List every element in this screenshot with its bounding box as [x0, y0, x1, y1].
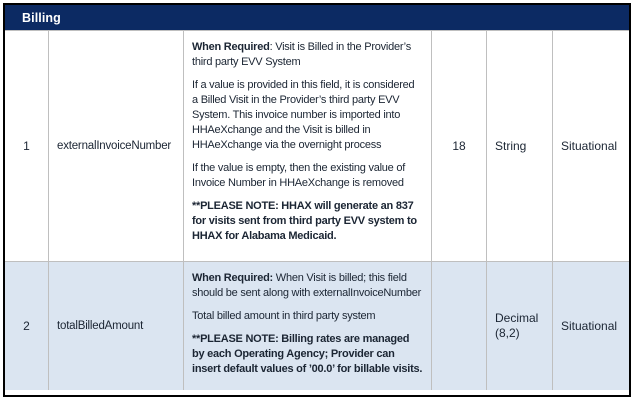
description-paragraph: **PLEASE NOTE: Billing rates are managed by each Operating Agency; Provider can insert default values of ’00.0’ for billable visits.: [192, 333, 423, 375]
field-name-cell-text: externalInvoiceNumber: [57, 140, 172, 152]
description-paragraph: When Required: When Visit is billed; this field should be sent along with externalInvoiceNumber: [192, 272, 422, 299]
type-cell-text: Decimal (8,2): [495, 311, 539, 340]
field-name-cell: [48, 262, 183, 390]
row-number-cell: [5, 262, 48, 390]
field-name-cell: [48, 31, 183, 261]
description-paragraph: If the value is empty, then the existing value of Invoice Number in HHAeXchange is removed: [192, 162, 406, 189]
description-paragraph: If a value is provided in this field, it is considered a Billed Visit in the Provider’s third party EVV System. This invoice number is imported into HHAeXchange and the Visit is billed in HHAeXchange via the overnight process: [192, 79, 415, 151]
requirement-cell-text: Situational: [561, 138, 618, 153]
type-cell: [486, 262, 552, 390]
type-cell-text: String: [495, 138, 527, 153]
requirement-cell: [552, 262, 629, 390]
requirement-cell-text: Situational: [561, 318, 618, 333]
bold-lead-in: When Required: [192, 41, 270, 53]
description-paragraph: Total billed amount in third party system: [192, 310, 376, 322]
table-row: [5, 261, 629, 390]
row-number-cell-text: 1: [23, 139, 30, 153]
billing-spec-table: [3, 3, 631, 397]
table-body: [5, 30, 629, 390]
section-title: Billing: [22, 10, 61, 25]
section-header-billing: [5, 5, 629, 30]
row-number-cell-text: 2: [23, 319, 30, 333]
max-length-cell: [431, 262, 486, 390]
table-row: [5, 30, 629, 261]
description-paragraph: **PLEASE NOTE: HHAX will generate an 837 for visits sent from third party EVV system to HHAX for Alabama Medicaid.: [192, 200, 417, 242]
bold-lead-in: When Required:: [192, 272, 273, 284]
description-paragraph: When Required: Visit is Billed in the Provider’s third party EVV System: [192, 41, 411, 68]
requirement-cell: [552, 31, 629, 261]
description-cell: [183, 31, 431, 261]
type-cell: [486, 31, 552, 261]
field-name-cell-text: totalBilledAmount: [57, 320, 144, 332]
row-number-cell: [5, 31, 48, 261]
max-length-cell-text: 18: [452, 139, 466, 153]
description-cell: [183, 262, 431, 390]
max-length-cell: [431, 31, 486, 261]
